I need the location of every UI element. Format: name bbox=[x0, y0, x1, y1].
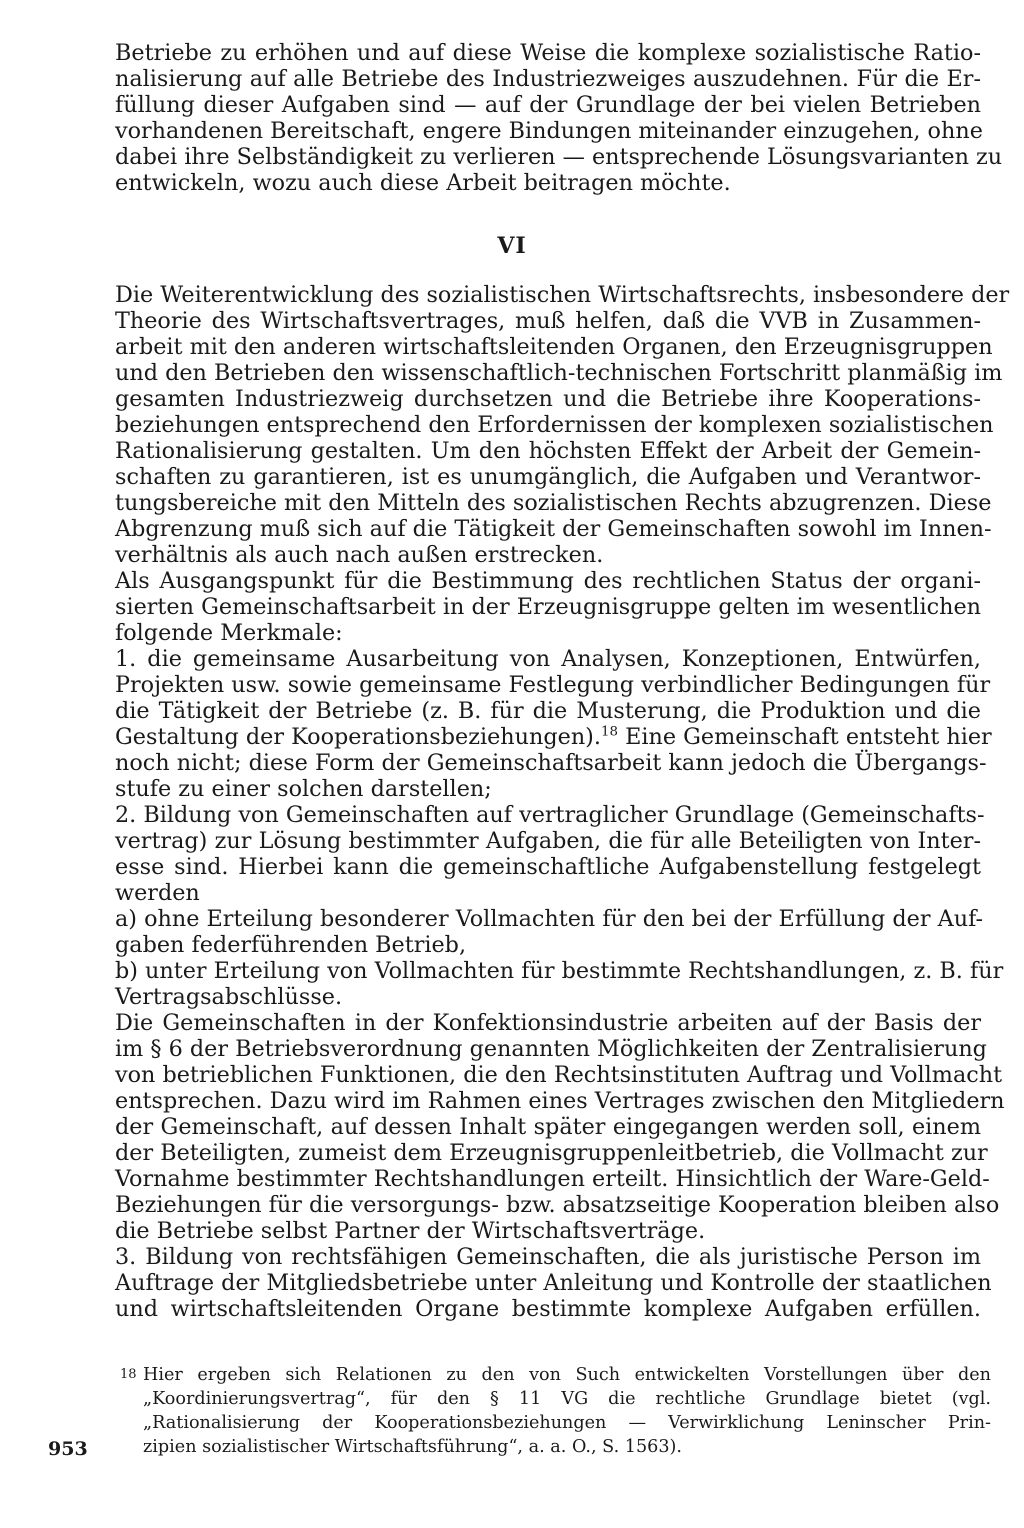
text-line: Projekten usw. sowie gemeinsame Festlegung verbindlicher Bedingungen für bbox=[115, 672, 991, 698]
text-line: esse sind. Hierbei kann die gemeinschaftliche Aufgabenstellung festgelegt bbox=[115, 854, 981, 880]
page-number: 953 bbox=[48, 1438, 88, 1460]
text-line: die Betriebe selbst Partner der Wirtschaftsverträge. bbox=[115, 1218, 706, 1244]
text-line: Beziehungen für die versorgungs- bzw. absatzseitige Kooperation bleiben also bbox=[115, 1192, 1000, 1218]
text-line: und den Betrieben den wissenschaftlich-technischen Fortschritt planmäßig im bbox=[115, 360, 1003, 386]
text-line: Die Gemeinschaften in der Konfektionsindustrie arbeiten auf der Basis der bbox=[115, 1010, 981, 1036]
text-line: sierten Gemeinschaftsarbeit in der Erzeugnisgruppe gelten im wesentlichen bbox=[115, 594, 981, 620]
text-line: werden bbox=[115, 880, 200, 906]
text-line: im § 6 der Betriebsverordnung genannten Möglichkeiten der Zentralisierung bbox=[115, 1036, 987, 1062]
text-line: vorhandenen Bereitschaft, engere Bindungen miteinander einzugehen, ohne bbox=[115, 118, 983, 144]
text-line: nalisierung auf alle Betriebe des Industriezweiges auszudehnen. Für die Er- bbox=[115, 66, 981, 92]
text-line bbox=[115, 724, 992, 750]
footnote-reference[interactable]: 18 bbox=[600, 724, 618, 740]
text-line: der Beteiligten, zumeist dem Erzeugnisgruppenleitbetrieb, die Vollmacht zur bbox=[115, 1140, 988, 1166]
text-fragment: Eine Gemeinschaft entsteht hier bbox=[617, 724, 992, 750]
text-line: füllung dieser Aufgaben sind — auf der Grundlage der bei vielen Betrieben bbox=[115, 92, 981, 118]
text-line: und wirtschaftsleitenden Organe bestimmte komplexe Aufgaben erfüllen. bbox=[115, 1296, 981, 1322]
text-line: Theorie des Wirtschaftsvertrages, muß helfen, daß die VVB in Zusammen- bbox=[115, 308, 981, 334]
footnote-line: „Rationalisierung der Kooperationsbeziehungen — Verwirklichung Leninscher Prin- bbox=[143, 1413, 991, 1433]
text-line: entsprechen. Dazu wird im Rahmen eines Vertrages zwischen den Mitgliedern bbox=[115, 1088, 1005, 1114]
text-line: die Tätigkeit der Betriebe (z. B. für die Musterung, die Produktion und die bbox=[115, 698, 981, 724]
text-line: Als Ausgangspunkt für die Bestimmung des rechtlichen Status der organi- bbox=[115, 568, 981, 594]
text-line: folgende Merkmale: bbox=[115, 620, 343, 646]
section-heading: VI bbox=[497, 233, 527, 259]
text-line: gesamten Industriezweig durchsetzen und die Betriebe ihre Kooperations- bbox=[115, 386, 981, 412]
text-line: vertrag) zur Lösung bestimmter Aufgaben, die für alle Beteiligten von Inter- bbox=[115, 828, 981, 854]
text-fragment: Gestaltung der Kooperationsbeziehungen). bbox=[115, 724, 601, 750]
text-line: arbeit mit den anderen wirtschaftsleitenden Organen, den Erzeugnisgruppen bbox=[115, 334, 993, 360]
text-line: Abgrenzung muß sich auf die Tätigkeit der Gemeinschaften sowohl im Innen- bbox=[115, 516, 992, 542]
footnote-line: zipien sozialistischer Wirtschaftsführung“, a. a. O., S. 1563). bbox=[143, 1437, 682, 1457]
text-line: tungsbereiche mit den Mitteln des sozialistischen Rechts abzugrenzen. Diese bbox=[115, 490, 992, 516]
text-line: entwickeln, wozu auch diese Arbeit beitragen möchte. bbox=[115, 170, 731, 196]
footnote-line: Hier ergeben sich Relationen zu den von Such entwickelten Vorstellungen über den bbox=[143, 1365, 991, 1385]
text-line: Die Weiterentwicklung des sozialistischen Wirtschaftsrechts, insbesondere der bbox=[115, 282, 1010, 308]
text-line: Rationalisierung gestalten. Um den höchsten Effekt der Arbeit der Gemein- bbox=[115, 438, 981, 464]
text-line: 1. die gemeinsame Ausarbeitung von Analysen, Konzeptionen, Entwürfen, bbox=[115, 646, 981, 672]
text-line: beziehungen entsprechend den Erfordernissen der komplexen sozialistischen bbox=[115, 412, 994, 438]
text-line: gaben federführenden Betrieb, bbox=[115, 932, 467, 958]
text-line: von betrieblichen Funktionen, die den Rechtsinstituten Auftrag und Vollmacht bbox=[115, 1062, 1003, 1088]
text-line: schaften zu garantieren, ist es unumgänglich, die Aufgaben und Verantwor- bbox=[115, 464, 981, 490]
text-line: 2. Bildung von Gemeinschaften auf vertraglicher Grundlage (Gemeinschafts- bbox=[115, 802, 985, 828]
text-line: Betriebe zu erhöhen und auf diese Weise die komplexe sozialistische Ratio- bbox=[115, 40, 981, 66]
text-line: 3. Bildung von rechtsfähigen Gemeinschaften, die als juristische Person im bbox=[115, 1244, 981, 1270]
text-line: a) ohne Erteilung besonderer Vollmachten für den bei der Erfüllung der Auf- bbox=[115, 906, 984, 932]
footnote-line: „Koordinierungsvertrag“, für den § 11 VG die rechtliche Grundlage bietet (vgl. bbox=[143, 1389, 991, 1409]
text-line: der Gemeinschaft, auf dessen Inhalt später eingegangen werden soll, einem bbox=[115, 1114, 981, 1140]
text-line: Vertragsabschlüsse. bbox=[115, 984, 343, 1010]
text-line: Vornahme bestimmter Rechtshandlungen erteilt. Hinsichtlich der Ware-Geld- bbox=[115, 1166, 990, 1192]
footnote-marker: 18 bbox=[120, 1367, 137, 1382]
text-line: b) unter Erteilung von Vollmachten für bestimmte Rechtshandlungen, z. B. für bbox=[115, 958, 1004, 984]
text-line: verhältnis als auch nach außen erstrecken. bbox=[115, 542, 604, 568]
text-line: noch nicht; diese Form der Gemeinschaftsarbeit kann jedoch die Übergangs- bbox=[115, 750, 987, 776]
text-line: stufe zu einer solchen darstellen; bbox=[115, 776, 492, 802]
text-line: dabei ihre Selbständigkeit zu verlieren — entsprechende Lösungsvarianten zu bbox=[115, 144, 1003, 170]
text-line: Auftrage der Mitgliedsbetriebe unter Anleitung und Kontrolle der staatlichen bbox=[115, 1270, 992, 1296]
